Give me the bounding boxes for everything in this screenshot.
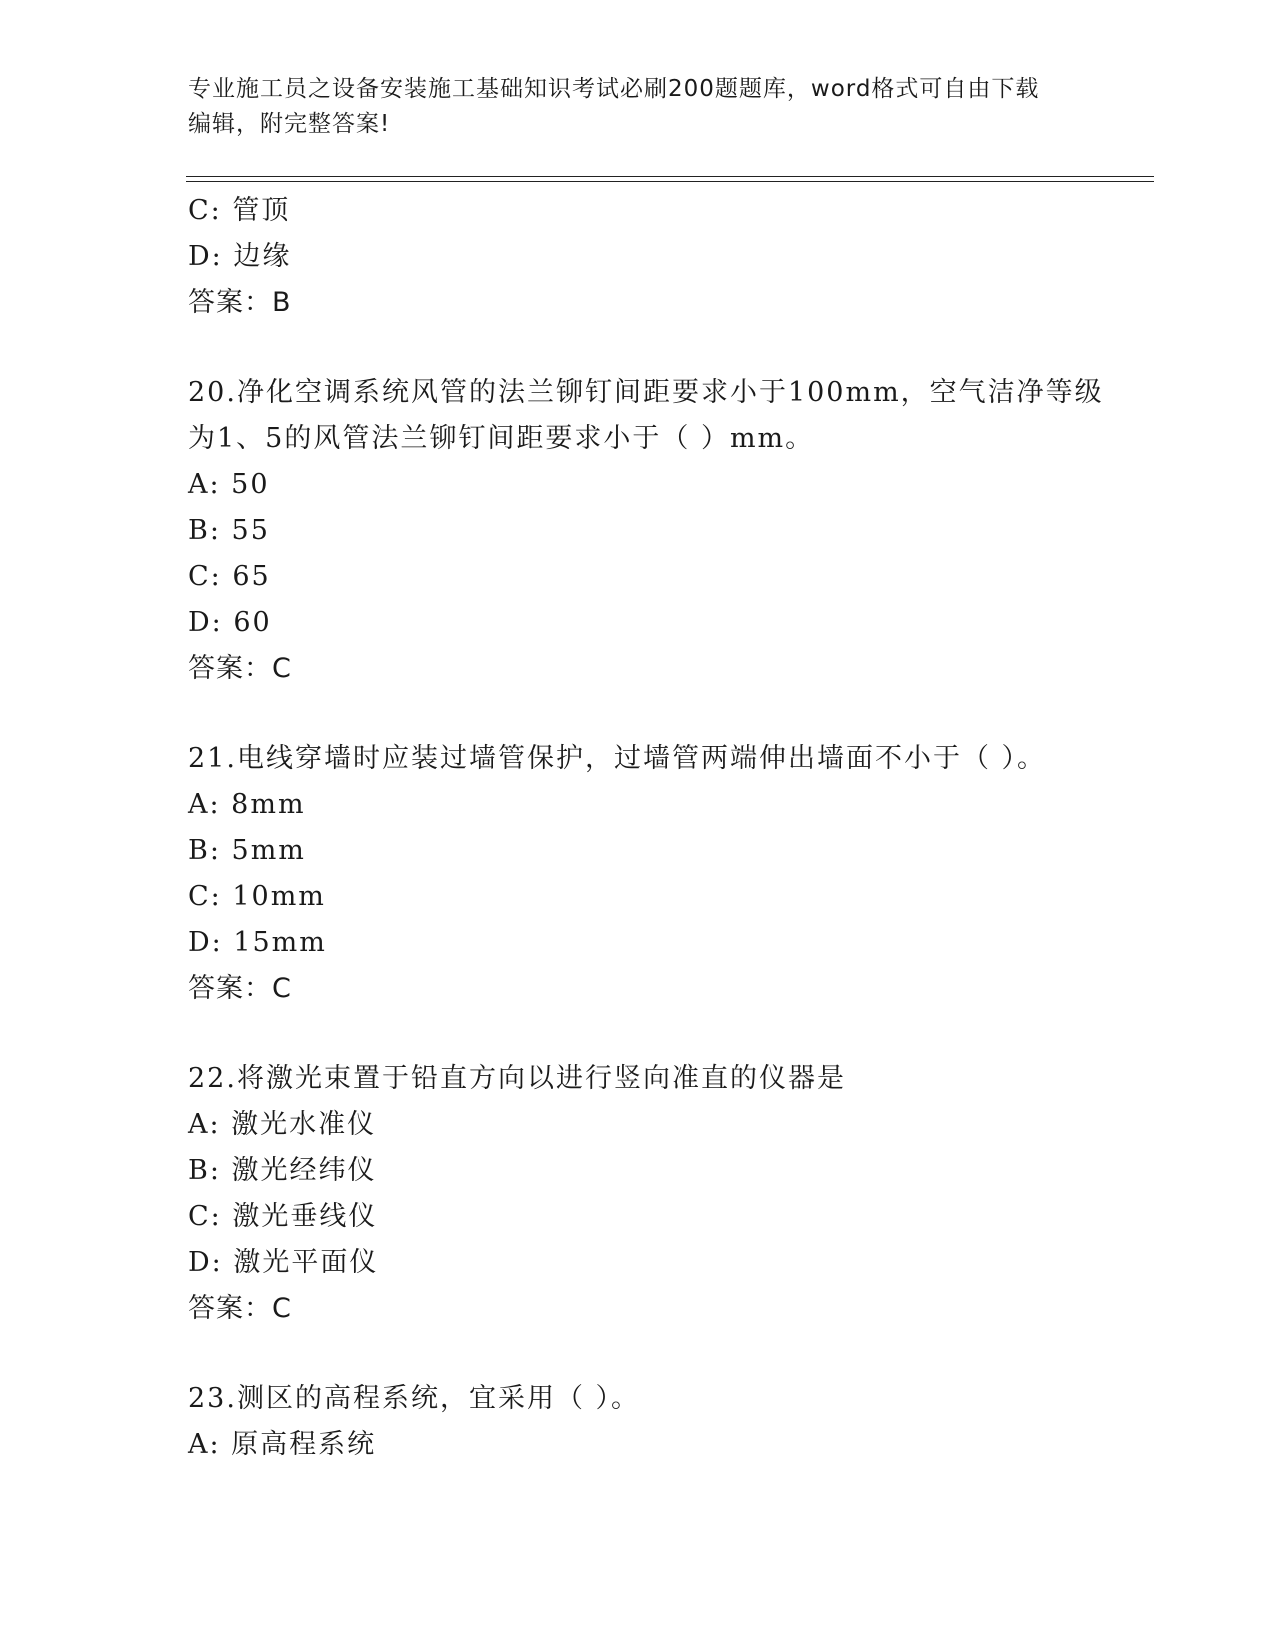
header-divider-bottom (186, 181, 1154, 182)
answer-text: 答案：C (188, 1293, 292, 1324)
option-item: D: 激光平面仪 (188, 1247, 379, 1278)
block-spacer (188, 326, 1148, 370)
option-item: D: 60 (188, 607, 272, 638)
block-spacer (188, 1332, 1148, 1376)
document-header (188, 72, 1088, 142)
question-text: 23.测区的高程系统，宜采用（ ）。 (188, 1383, 641, 1414)
question-block (188, 1376, 1148, 1468)
answer-text: 答案：C (188, 973, 292, 1004)
question-list (188, 188, 1148, 1468)
option-item: D: 15mm (188, 927, 327, 958)
option-item: C: 10mm (188, 881, 326, 912)
block-spacer (188, 1012, 1148, 1056)
question-block (188, 188, 1148, 326)
option-item: C: 激光垂线仪 (188, 1201, 378, 1232)
question-block (188, 736, 1148, 1012)
option-item: C: 管顶 (188, 195, 291, 226)
option-item: B: 55 (188, 515, 270, 546)
question-text: 为1、5的风管法兰铆钉间距要求小于（ ）mm。 (188, 423, 815, 454)
question-block (188, 370, 1148, 692)
option-item: A: 50 (188, 469, 270, 500)
header-divider-top (186, 176, 1154, 177)
question-block (188, 1056, 1148, 1332)
question-text: 20.净化空调系统风管的法兰铆钉间距要求小于100mm，空气洁净等级 (188, 377, 1104, 408)
option-item: C: 65 (188, 561, 271, 592)
option-item: A: 激光水准仪 (188, 1109, 377, 1140)
answer-text: 答案：B (188, 287, 292, 318)
option-item: A: 原高程系统 (188, 1429, 377, 1460)
option-item: B: 5mm (188, 835, 306, 866)
block-spacer (188, 692, 1148, 736)
option-item: B: 激光经纬仪 (188, 1155, 377, 1186)
answer-text: 答案：C (188, 653, 292, 684)
question-text: 22.将激光束置于铅直方向以进行竖向准直的仪器是 (188, 1063, 846, 1094)
option-item: D: 边缘 (188, 241, 292, 272)
question-text: 21.电线穿墙时应装过墙管保护，过墙管两端伸出墙面不小于（ ）。 (188, 743, 1047, 774)
header-line-1: 专业施工员之设备安装施工基础知识考试必刷200题题库，word格式可自由下载 (188, 76, 1040, 102)
option-item: A: 8mm (188, 789, 306, 820)
header-line-2: 编辑，附完整答案! (188, 111, 391, 137)
